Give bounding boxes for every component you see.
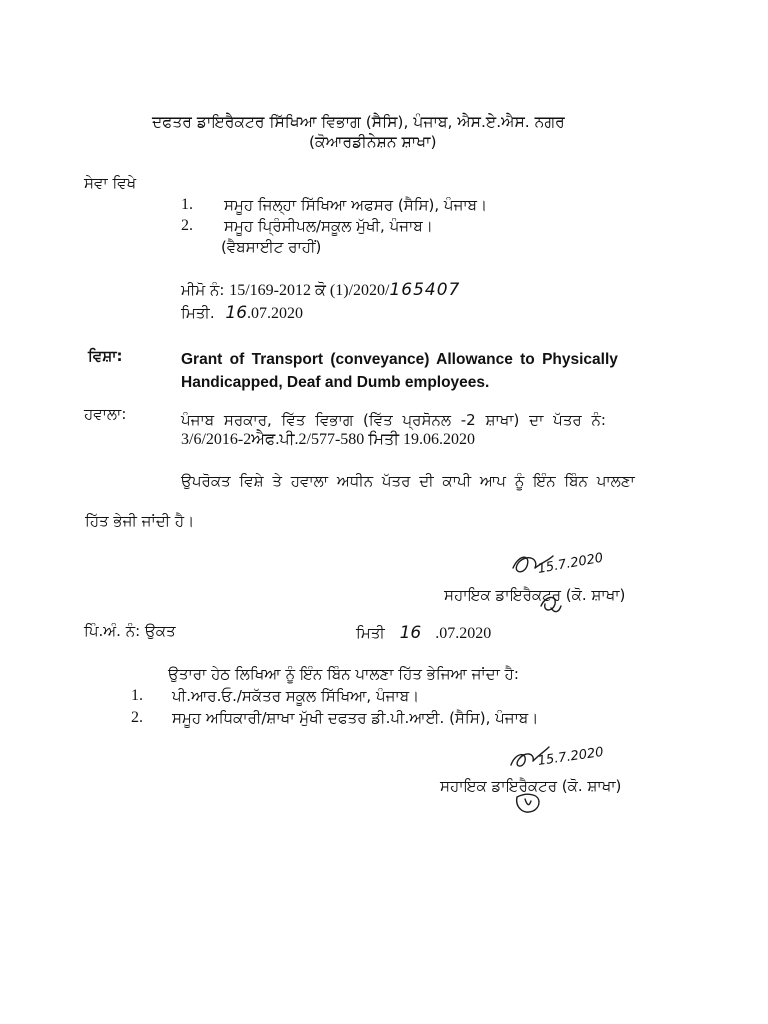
endorsement-label: ਪਿੰ.ਅੰ. ਨੰ: ਉਕਤ: [84, 622, 176, 640]
reference-line-1: ਪੰਜਾਬ ਸਰਕਾਰ, ਵਿੱਤ ਵਿਭਾਗ (ਵਿੱਤ ਪ੍ਰਸੋਨਲ -2 ਸ਼ਾਖਾ) ਦਾ ਪੱਤਰ ਨੰ:: [181, 411, 606, 429]
body-line-1: ਉਪਰੋਕਤ ਵਿਸ਼ੇ ਤੇ ਹਵਾਲਾ ਅਧੀਨ ਪੱਤਰ ਦੀ ਕਾਪੀ ਆਪ ਨੂੰ ਇੰਨ ਬਿੰਨ ਪਾਲਣਾ: [181, 472, 635, 490]
memo-label: ਮੀਮੋ ਨੰ:: [181, 281, 225, 299]
subject-label: ਵਿਸ਼ਾ:: [88, 347, 123, 365]
subject-line-1: Grant of Transport (conveyance) Allowance to Physically: [181, 351, 618, 368]
signature-1-date: 15.7.2020: [536, 550, 605, 577]
signature-1-designation: ਸਹਾਇਕ ਡਾਇਰੈਕਟਰ (ਕੋ. ਸ਼ਾਖਾ): [444, 586, 626, 604]
addressee-number-1: 1.: [181, 196, 193, 213]
memo-date-line: [181, 303, 303, 324]
memo-number: 15/169-2012 ਕੋ (1)/2020/: [229, 282, 390, 299]
endorsement-date-handwritten: 16: [399, 623, 422, 643]
branch-heading: (ਕੋਆਰਡੀਨੇਸ਼ਨ ਸ਼ਾਖਾ): [309, 133, 437, 151]
reference-label: ਹਵਾਲਾ:: [84, 405, 127, 423]
office-heading: ਦਫਤਰ ਡਾਇਰੈਕਟਰ ਸਿੱਖਿਆ ਵਿਭਾਗ (ਸੈਸਿ), ਪੰਜਾਬ, ਐਸ.ਏ.ਐਸ. ਨਗਰ: [152, 113, 565, 131]
endorsement-date-rest: .07.2020: [435, 625, 492, 642]
endorsement-number-2: 2.: [131, 709, 143, 726]
reference-line-2: 3/6/2016-2ਐਫ.ਪੀ.2/577-580 ਮਿਤੀ 19.06.2020: [181, 431, 476, 448]
memo-date-label: ਮਿਤੀ.: [181, 304, 215, 322]
addressee-item-1: ਸਮੂਹ ਜਿਲ੍ਹਾ ਸਿੱਖਿਆ ਅਫਸਰ (ਸੈਸਿ), ਪੰਜਾਬ।: [224, 196, 488, 214]
memo-handwritten-number: 165407: [389, 280, 461, 300]
memo-date-handwritten: 16: [225, 303, 248, 323]
endorsement-number-1: 1.: [131, 687, 143, 704]
addressee-item-2: ਸਮੂਹ ਪ੍ਰਿੰਸੀਪਲ/ਸਕੂਲ ਮੁੱਖੀ, ਪੰਜਾਬ।: [224, 217, 433, 235]
addressee-via: (ਵੈਬਸਾਈਟ ਰਾਹੀਂ): [221, 238, 322, 256]
signature-2-date: 15.7.2020: [536, 744, 605, 769]
body-line-2: ਹਿੱਤ ਭੇਜੀ ਜਾਂਦੀ ਹੈ।: [85, 512, 195, 530]
addressee-number-2: 2.: [181, 217, 193, 234]
subject-line-2: Handicapped, Deaf and Dumb employees.: [181, 374, 490, 391]
endorsement-item-1: ਪੀ.ਆਰ.ਓ./ਸਕੱਤਰ ਸਕੂਲ ਸਿੱਖਿਆ, ਪੰਜਾਬ।: [172, 687, 420, 705]
signature-2-designation: ਸਹਾਇਕ ਡਾਇਰੈਕਟਰ (ਕੋ. ਸ਼ਾਖਾ): [440, 777, 622, 795]
memo-line: [181, 280, 460, 301]
endorsement-item-2: ਸਮੂਹ ਅਧਿਕਾਰੀ/ਸ਼ਾਖਾ ਮੁੱਖੀ ਦਫਤਰ ਡੀ.ਪੀ.ਆਈ. (ਸੈਸਿ), ਪੰਜਾਬ।: [172, 709, 539, 727]
addressee-label: ਸੇਵਾ ਵਿਖੇ: [84, 174, 137, 192]
endorsement-date-line: [356, 623, 491, 644]
endorsement-date-label: ਮਿਤੀ: [356, 624, 385, 642]
memo-date-rest: .07.2020: [247, 305, 304, 322]
endorsement-intro: ਉਤਾਰਾ ਹੇਠ ਲਿਖਿਆ ਨੂੰ ਇੰਨ ਬਿੰਨ ਪਾਲਣਾ ਹਿੱਤ ਭੇਜਿਆ ਜਾਂਦਾ ਹੈ:: [168, 665, 519, 683]
